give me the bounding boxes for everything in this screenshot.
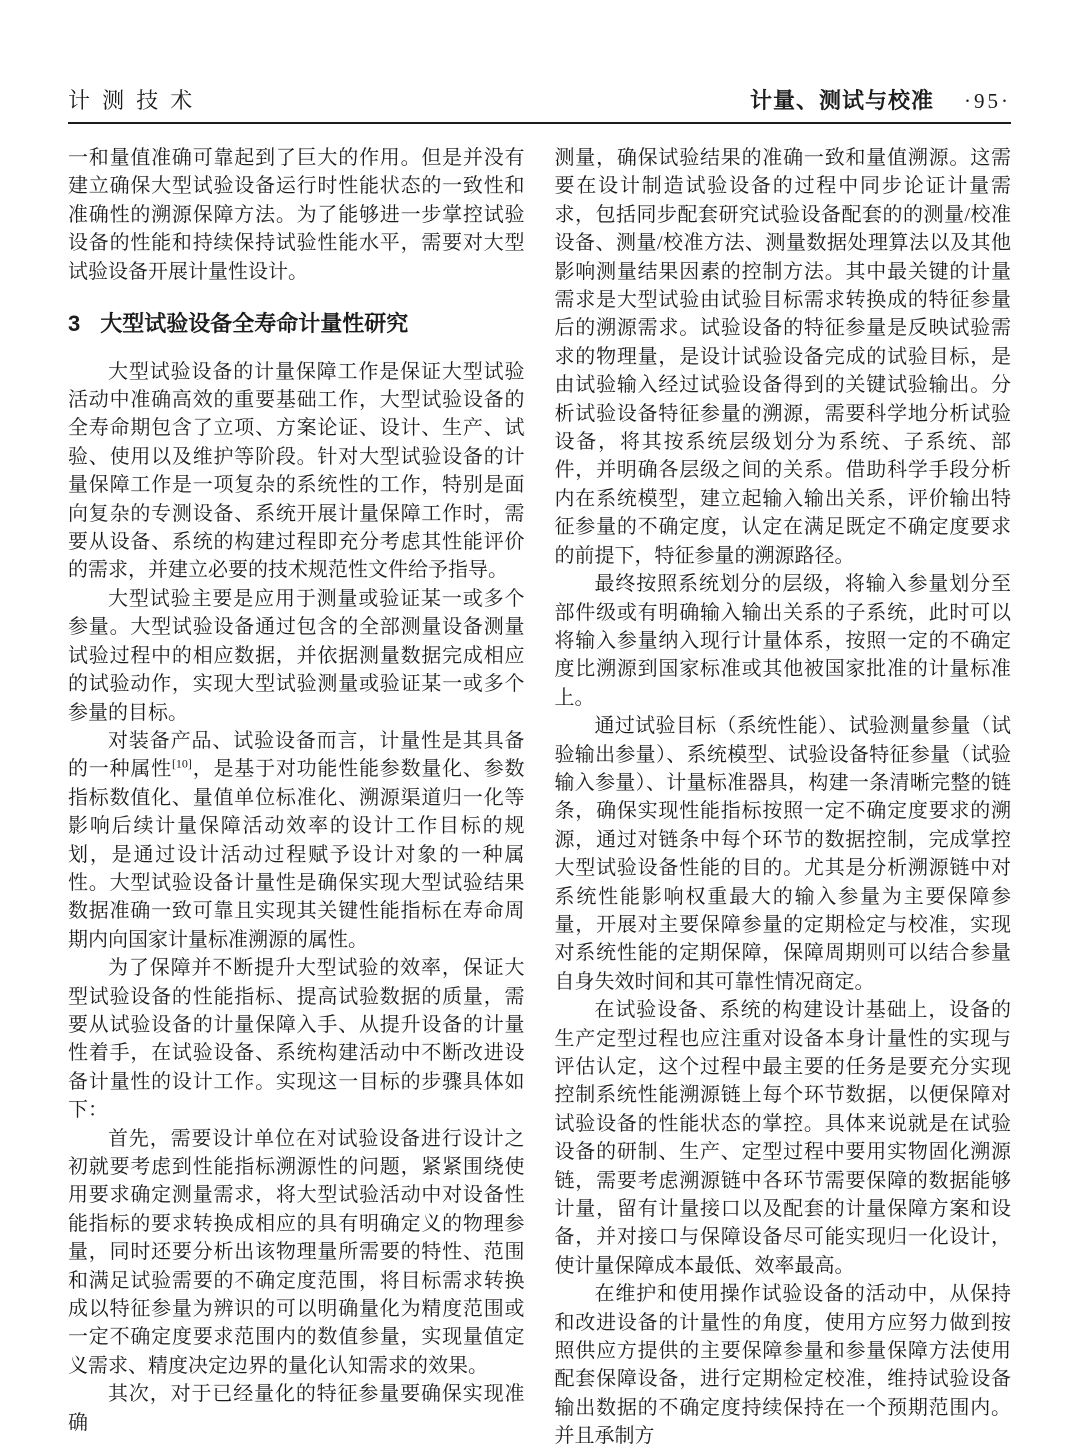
paragraph: 其次，对于已经量化的特征参量要确保实现准确 — [68, 1383, 525, 1434]
paragraph: 首先，需要设计单位在对试验设备进行设计之初就要考虑到性能指标溯源性的问题，紧紧围绕使用要求确定测量需求，将大型试验活动中对设备性能指标的要求转换成相应的具有明确定义的物理参量，同时还要分析出该物理量所需要的特性、范围和满足试验需要的不确定度范围，将目标需求转换成以特征参量为辨识的可以明确量化为精度范围或一定不确定度要求范围内的数值参量，实现量值定义需求、精度决定边界的量化认知需求的效果。 — [68, 1127, 525, 1377]
paragraph-text: 对装备产品、试验设备而言，计量性是其具备的一种属性 — [68, 729, 525, 781]
section-heading-title: 大型试验设备全寿命计量性研究 — [100, 311, 409, 337]
right-column — [555, 144, 1012, 1451]
citation-ref: [10] — [171, 756, 192, 771]
journal-title: 计测技术 — [68, 88, 205, 113]
paragraph: 在试验设备、系统的构建设计基础上，设备的生产定型过程也应注重对设备本身计量性的实现与评估认定，这个过程中最主要的任务是要充分实现控制系统性能溯源链上每个环节数据，以便保障对试验设备的性能状态的掌控。具体来说就是在试验设备的研制、生产、定型过程中要用实物固化溯源链，需要考虑溯源链中各环节需要保障的数据能够计量，留有计量接口以及配套的计量保障方案和设备，并对接口与保障设备尽可能实现归一化设计，使计量保障成本最低、效率最高。 — [554, 999, 1011, 1277]
page-header — [68, 84, 1011, 124]
paragraph: 在维护和使用操作试验设备的活动中，从保持和改进设备的计量性的角度，使用方应努力做到按照供应方提供的主要保障参量和参量保障方法使用配套保障设备，进行定期检定校准，维持试验设备输出数据的不确定度持续保持在一个预期范围内。并且承制方 — [554, 1283, 1011, 1448]
header-section-name: 计量、测试与校准 — [749, 88, 934, 113]
left-column — [68, 144, 525, 1451]
header-right — [750, 84, 1011, 115]
paragraph: 大型试验主要是应用于测量或验证某一或多个参量。大型试验设备通过包含的全部测量设备测量试验过程中的相应数据，并依据测量数据完成相应的试验动作，实现大型试验测量或验证某一或多个参量的目标。 — [68, 587, 525, 724]
article-body — [68, 144, 1011, 1451]
paragraph: 为了保障并不断提升大型试验的效率，保证大型试验设备的性能指标、提高试验数据的质量，需要从试验设备的计量保障入手、从提升设备的计量性着手，在试验设备、系统构建活动中不断改进设备计量性的设计工作。实现这一目标的步骤具体如下： — [68, 957, 525, 1122]
paragraph: 大型试验设备的计量保障工作是保证大型试验活动中准确高效的重要基础工作，大型试验设备的全寿命期包含了立项、方案论证、设计、生产、试验、使用以及维护等阶段。针对大型试验设备的计量保障工作是一项复杂的系统性的工作，特别是面向复杂的专测设备、系统开展计量保障工作时，需要从设备、系统的构建过程即充分考虑其性能评价的需求，并建立必要的技术规范性文件给予指导。 — [68, 360, 525, 582]
paragraph-continuation: 一和量值准确可靠起到了巨大的作用。但是并没有建立确保大型试验设备运行时性能状态的一致性和准确性的溯源保障方法。为了能够进一步掌控试验设备的性能和持续保持试验性能水平，需要对大型试验设备开展计量性设计。 — [68, 147, 525, 283]
paragraph-text: ，是基于对功能性能参数量化、参数指标数值化、量值单位标准化、溯源渠道归一化等影响后续计量保障活动效率的设计工作目标的规划，是通过设计活动过程赋予设计对象的一种属性。大型试验设备计量性是确保实现大型试验结果数据准确一致可靠且实现其关键性能指标在寿命周期内向国家计量标准溯源的属性。 — [68, 758, 525, 951]
section-heading-number: 3 — [68, 311, 81, 337]
section-heading — [68, 310, 525, 339]
page-number: ·95· — [964, 89, 1011, 113]
paragraph — [68, 727, 525, 954]
paragraph-continuation: 测量，确保试验结果的准确一致和量值溯源。这需要在设计制造试验设备的过程中同步论证计量需求，包括同步配套研究试验设备配套的的测量/校准设备、测量/校准方法、测量数据处理算法以及其他影响测量结果因素的控制方法。其中最关键的计量需求是大型试验由试验目标需求转换成的特征参量后的溯源需求。试验设备的特征参量是反映试验需求的物理量，是设计试验设备完成的试验目标，是由试验输入经过试验设备得到的关键试验输出。分析试验设备特征参量的溯源，需要科学地分析试验设备，将其按系统层级划分为系统、子系统、部件，并明确各层级之间的关系。借助科学手段分析内在系统模型，建立起输入输出关系，评价输出特征参量的不确定度，认定在满足既定不确定度要求的前提下，特征参量的溯源路径。 — [554, 147, 1011, 567]
paragraph: 最终按照系统划分的层级，将输入参量划分至部件级或有明确输入输出关系的子系统，此时可以将输入参量纳入现行计量体系，按照一定的不确定度比溯源到国家标准或其他被国家批准的计量标准上。 — [554, 573, 1011, 709]
paragraph: 通过试验目标（系统性能）、试验测量参量（试验输出参量）、系统模型、试验设备特征参量（试验输入参量）、计量标准器具，构建一条清晰完整的链条，确保实现性能指标按照一定不确定度要求的溯源，通过对链条中每个环节的数据控制，完成掌控大型试验设备性能的目的。尤其是分析溯源链中对系统性能影响权重最大的输入参量为主要保障参量，开展对主要保障参量的定期检定与校准，实现对系统性能的定期保障，保障周期则可以结合参量自身失效时间和其可靠性情况商定。 — [554, 715, 1011, 993]
